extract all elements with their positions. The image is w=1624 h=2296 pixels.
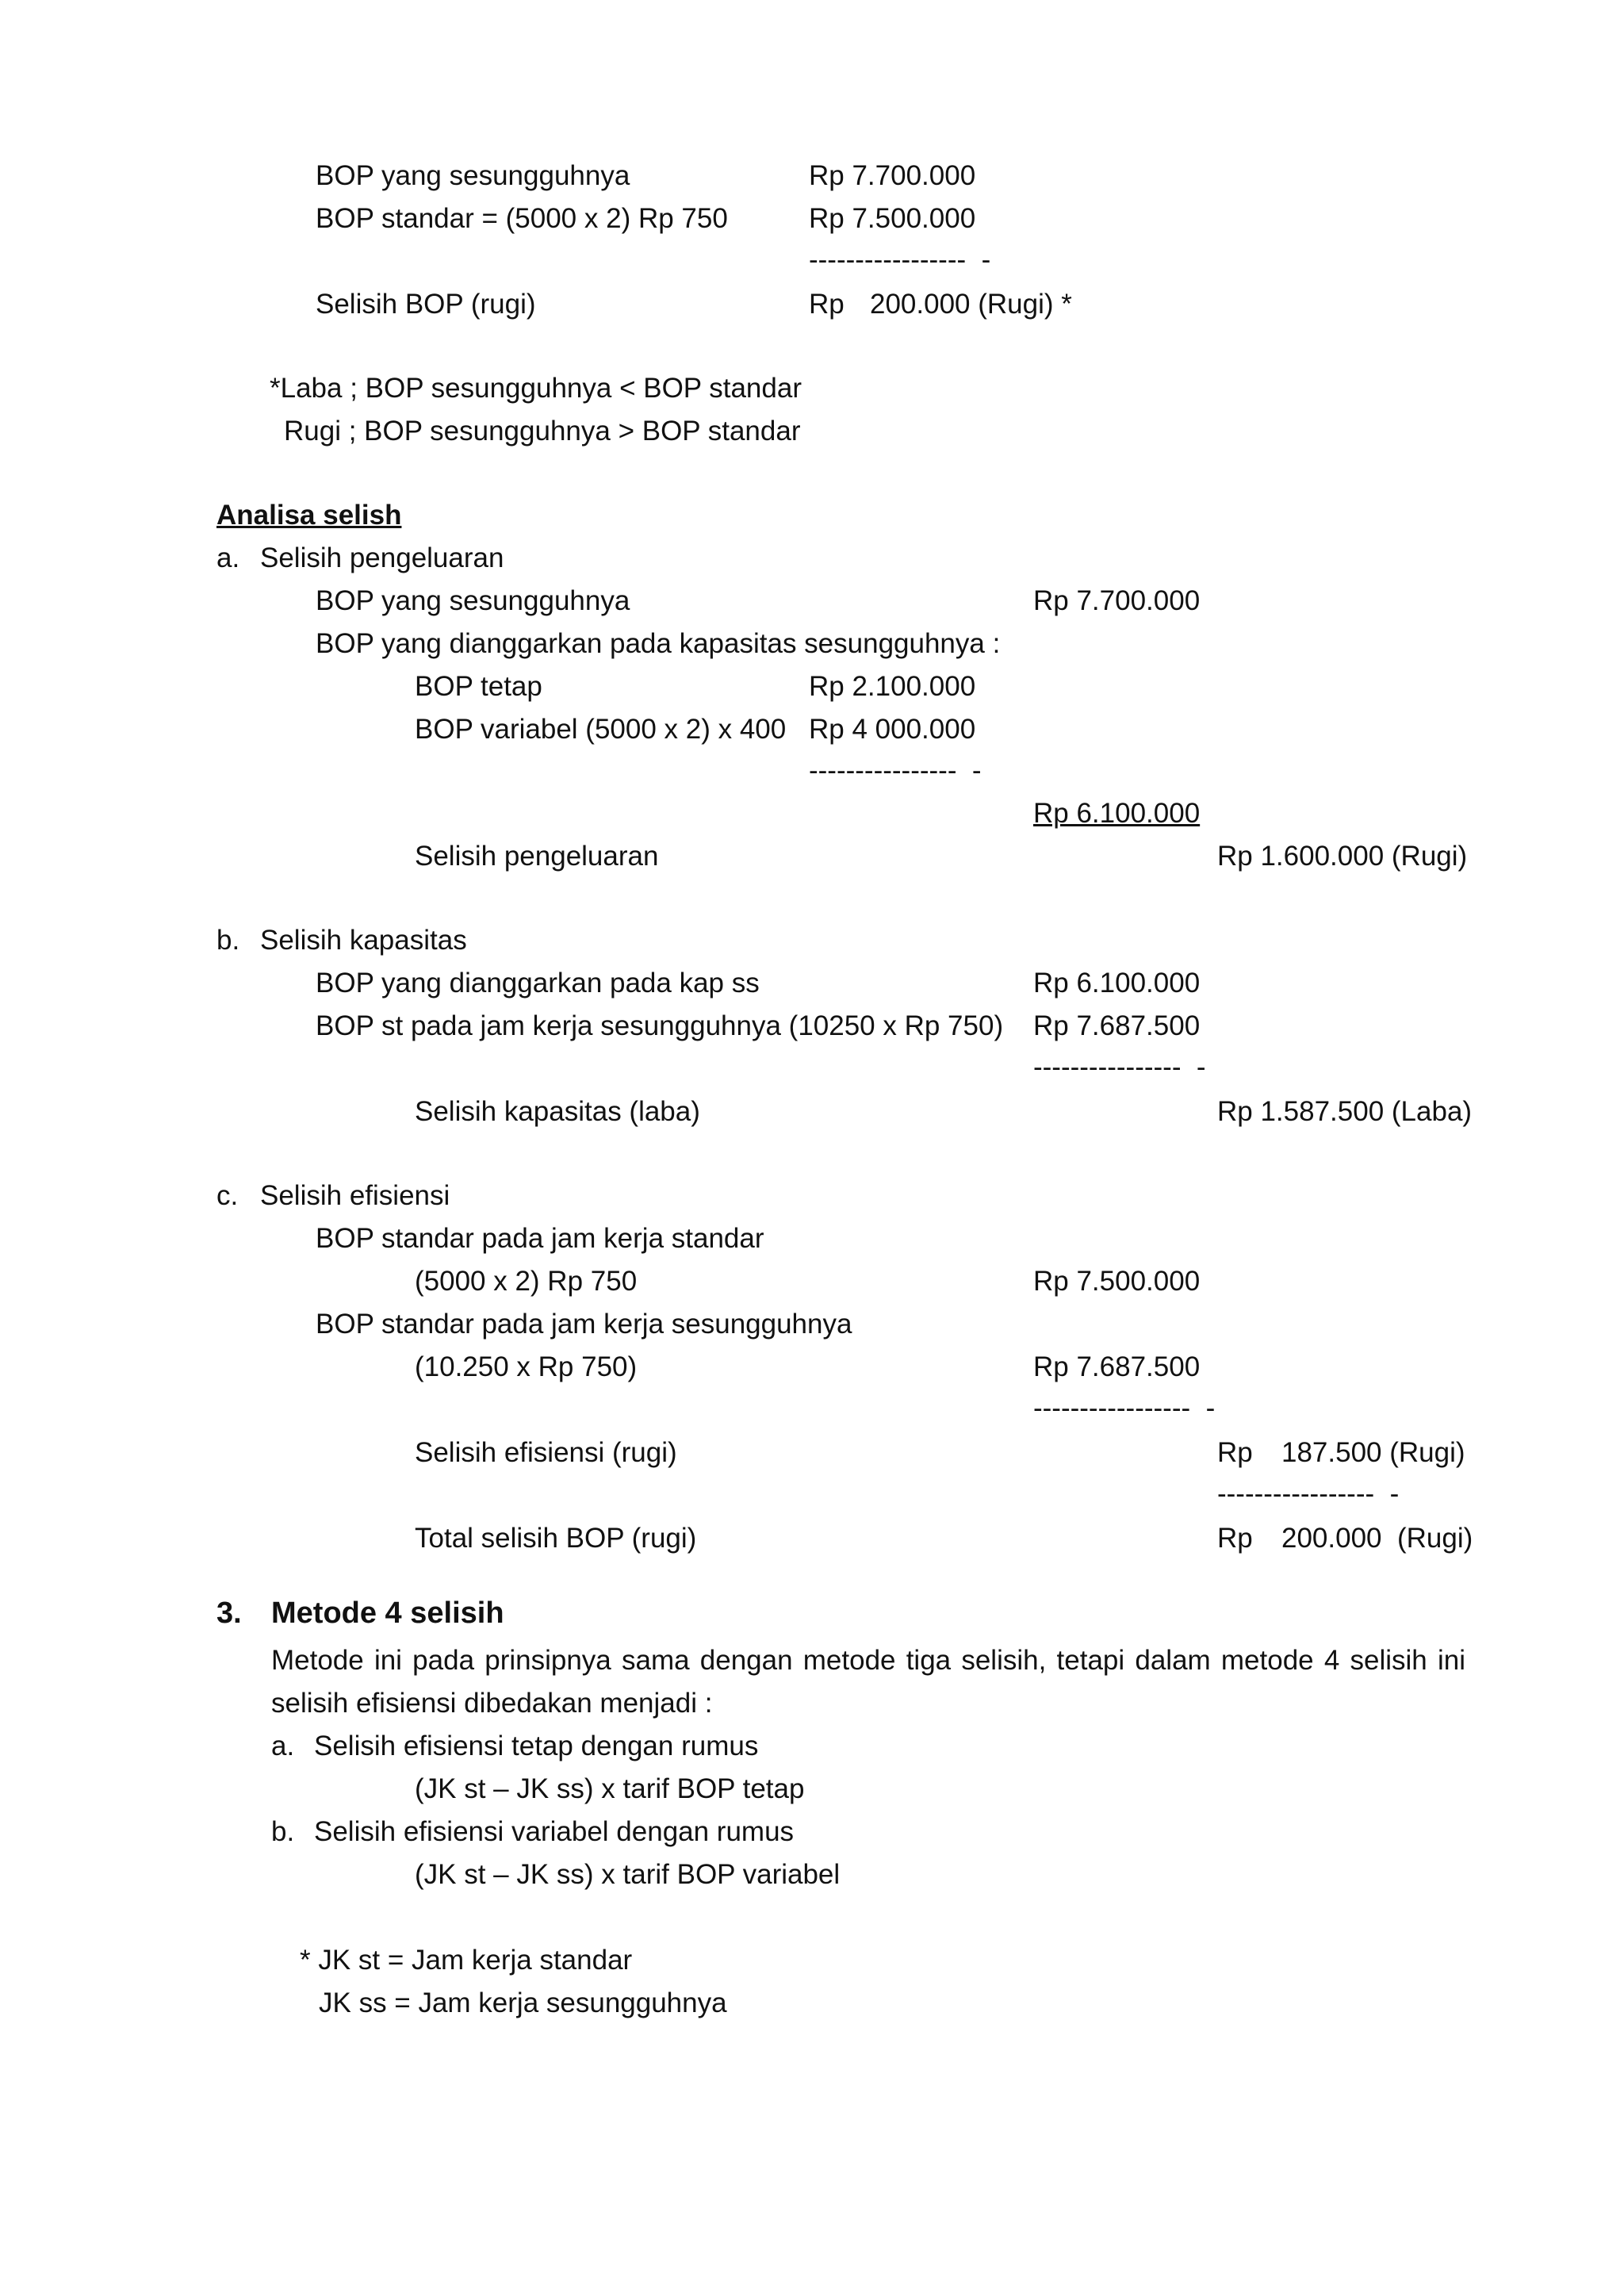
a-subtotal: Rp 6.100.000 [1033,798,1201,829]
b-result-value: Rp 1.587.500 (Laba) [1217,1096,1473,1127]
section-heading: Metode 4 selisih [271,1596,504,1630]
item-c-title: Selisih efisiensi [260,1180,450,1211]
c-total-value: 200.000 (Rugi) [1281,1523,1473,1554]
dash-separator: ----------------- - [1217,1478,1400,1509]
footnote-jk-ss: JK ss = Jam kerja sesungguhnya [319,1987,727,2018]
b-std-value: Rp 7.687.500 [1033,1010,1201,1041]
c-result-rp: Rp [1217,1437,1253,1468]
c-std-hours-label: BOP standar pada jam kerja standar [316,1223,764,1254]
a-fixed-value: Rp 2.100.000 [809,671,976,702]
item-b-letter: b. [216,925,240,956]
section-paragraph-line-2: selisih efisiensi dibedakan menjadi : [271,1688,713,1719]
a-actual-value: Rp 7.700.000 [1033,585,1201,616]
note-profit: *Laba ; BOP sesungguhnya < BOP standar [270,373,802,404]
a-variable-label: BOP variabel (5000 x 2) x 400 [415,714,787,745]
b-result-label: Selisih kapasitas (laba) [415,1096,700,1127]
footnote-jk-st: * JK st = Jam kerja standar [300,1945,633,1976]
bop-standard-value: Rp 7.500.000 [809,203,976,234]
a-actual-label: BOP yang sesungguhnya [316,585,630,616]
bop-actual-value: Rp 7.700.000 [809,160,976,191]
item-a-letter: a. [216,542,240,573]
bop-difference-value: 200.000 (Rugi) * [870,289,1072,320]
a-fixed-label: BOP tetap [415,671,542,702]
item-a-title: Selisih pengeluaran [260,542,504,573]
list-item-a-text: Selisih efisiensi tetap dengan rumus [314,1731,759,1761]
list-item-b-letter: b. [271,1816,295,1847]
bop-difference-label: Selisih BOP (rugi) [316,289,536,320]
section-paragraph-line-1: Metode ini pada prinsipnya sama dengan metode tiga selisih, tetapi dalam metode 4 selisih ini [271,1645,1465,1676]
c-result-value: 187.500 (Rugi) [1281,1437,1465,1468]
bop-difference-rp: Rp [809,289,845,320]
item-c-letter: c. [216,1180,239,1211]
analysis-heading: Analisa selish [216,500,402,531]
b-budget-label: BOP yang dianggarkan pada kap ss [316,968,760,999]
c-std-hours-formula: (5000 x 2) Rp 750 [415,1266,638,1297]
bop-standard-label: BOP standar = (5000 x 2) Rp 750 [316,203,728,234]
bop-actual-label: BOP yang sesungguhnya [316,160,630,191]
dash-separator: ----------------- - [809,244,991,275]
c-actual-hours-formula: (10.250 x Rp 750) [415,1351,638,1382]
a-result-label: Selisih pengeluaran [415,841,659,872]
c-actual-hours-label: BOP standar pada jam kerja sesungguhnya [316,1309,852,1340]
b-std-label: BOP st pada jam kerja sesungguhnya (10250 x Rp 750) [316,1010,1004,1041]
c-result-label: Selisih efisiensi (rugi) [415,1437,677,1468]
c-std-hours-value: Rp 7.500.000 [1033,1266,1201,1297]
dash-separator: ---------------- - [809,755,982,786]
b-budget-value: Rp 6.100.000 [1033,968,1201,999]
c-total-rp: Rp [1217,1523,1253,1554]
list-item-b-text: Selisih efisiensi variabel dengan rumus [314,1816,795,1847]
a-result-value: Rp 1.600.000 (Rugi) [1217,841,1468,872]
dash-separator: ---------------- - [1033,1052,1206,1083]
dash-separator: ----------------- - [1033,1393,1216,1424]
a-budget-label: BOP yang dianggarkan pada kapasitas sesungguhnya : [316,628,1001,659]
c-total-label: Total selisih BOP (rugi) [415,1523,697,1554]
list-item-b-formula: (JK st – JK ss) x tarif BOP variabel [415,1859,841,1890]
list-item-a-letter: a. [271,1731,295,1761]
item-b-title: Selisih kapasitas [260,925,467,956]
section-number: 3. [216,1596,242,1630]
a-variable-value: Rp 4 000.000 [809,714,976,745]
list-item-a-formula: (JK st – JK ss) x tarif BOP tetap [415,1773,805,1804]
c-actual-hours-value: Rp 7.687.500 [1033,1351,1201,1382]
note-loss: Rugi ; BOP sesungguhnya > BOP standar [284,416,801,447]
